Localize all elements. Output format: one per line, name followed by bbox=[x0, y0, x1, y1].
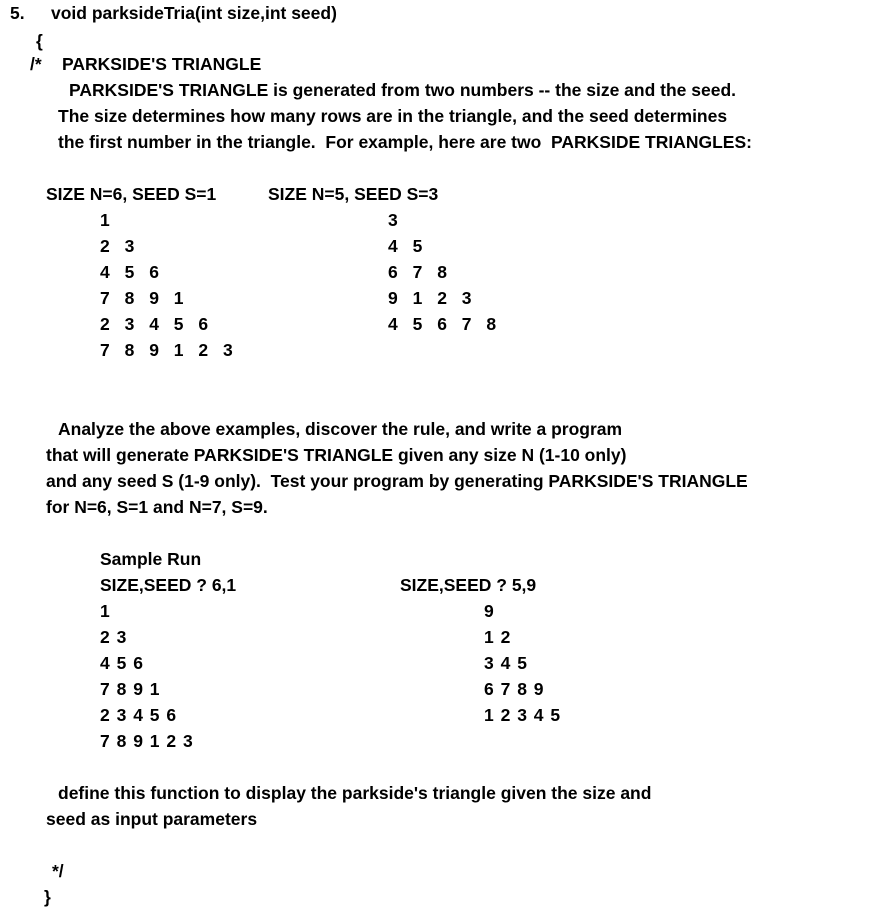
triangle-row: 4 5 bbox=[388, 236, 428, 256]
problem-title: PARKSIDE'S TRIANGLE bbox=[62, 54, 262, 74]
task-line-2: that will generate PARKSIDE'S TRIANGLE given any size N (1-10 only) bbox=[46, 445, 627, 465]
comment-open: /* bbox=[30, 54, 42, 74]
close-brace: } bbox=[44, 887, 51, 907]
triangle-row: 1 bbox=[100, 210, 115, 230]
sample-row: 1 bbox=[100, 601, 111, 621]
intro-line-3: the first number in the triangle. For example, here are two PARKSIDE TRIANGLES: bbox=[58, 132, 752, 152]
triangle-row: 4 5 6 7 8 bbox=[388, 314, 502, 334]
sample-left-prompt: SIZE,SEED ? 6,1 bbox=[100, 575, 237, 595]
open-brace: { bbox=[36, 31, 43, 51]
intro-line-2: The size determines how many rows are in the triangle, and the seed determines bbox=[58, 106, 728, 126]
sample-row: 1 2 bbox=[484, 627, 512, 647]
intro-line-1: PARKSIDE'S TRIANGLE is generated from two numbers -- the size and the seed. bbox=[69, 80, 736, 100]
triangle-row: 4 5 6 bbox=[100, 262, 164, 282]
task-line-3: and any seed S (1-9 only). Test your program by generating PARKSIDE'S TRIANGLE bbox=[46, 471, 748, 491]
sample-row: 3 4 5 bbox=[484, 653, 528, 673]
triangle-row: 2 3 bbox=[100, 236, 140, 256]
triangle-row: 6 7 8 bbox=[388, 262, 452, 282]
sample-row: 2 3 bbox=[100, 627, 128, 647]
triangle-row: 9 1 2 3 bbox=[388, 288, 477, 308]
example-2-label: SIZE N=5, SEED S=3 bbox=[268, 184, 439, 204]
sample-row: 9 bbox=[484, 601, 495, 621]
triangle-row: 7 8 9 1 2 3 bbox=[100, 340, 238, 360]
task-line-4: for N=6, S=1 and N=7, S=9. bbox=[46, 497, 268, 517]
sample-row: 7 8 9 1 bbox=[100, 679, 161, 699]
triangle-row: 2 3 4 5 6 bbox=[100, 314, 214, 334]
define-line-1: define this function to display the parkside's triangle given the size and bbox=[58, 783, 652, 803]
function-signature: void parksideTria(int size,int seed) bbox=[51, 3, 337, 23]
sample-row: 4 5 6 bbox=[100, 653, 144, 673]
sample-row: 2 3 4 5 6 bbox=[100, 705, 178, 725]
triangle-row: 3 bbox=[388, 210, 403, 230]
triangle-row: 7 8 9 1 bbox=[100, 288, 189, 308]
sample-run-heading: Sample Run bbox=[100, 549, 202, 569]
sample-row: 7 8 9 1 2 3 bbox=[100, 731, 194, 751]
define-line-2: seed as input parameters bbox=[46, 809, 258, 829]
sample-row: 6 7 8 9 bbox=[484, 679, 545, 699]
problem-number: 5. bbox=[10, 3, 25, 23]
sample-row: 1 2 3 4 5 bbox=[484, 705, 562, 725]
task-line-1: Analyze the above examples, discover the rule, and write a program bbox=[58, 419, 623, 439]
comment-close: */ bbox=[52, 861, 64, 881]
example-1-label: SIZE N=6, SEED S=1 bbox=[46, 184, 217, 204]
sample-right-prompt: SIZE,SEED ? 5,9 bbox=[400, 575, 537, 595]
